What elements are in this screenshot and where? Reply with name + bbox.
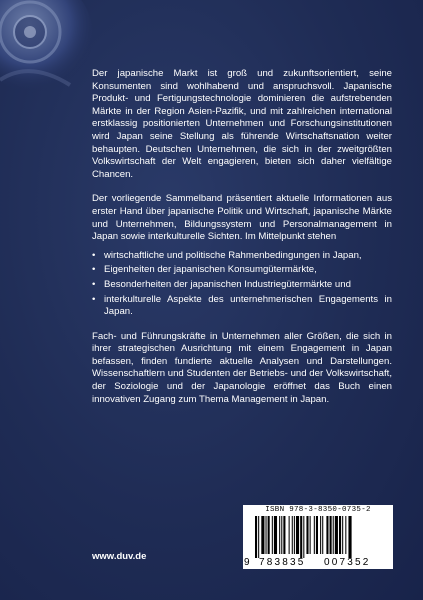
description-text <box>92 68 392 418</box>
barcode-bar <box>342 516 343 554</box>
list-item: • interkulturelle Aspekte des unternehmerischen Engagements in Japan. <box>92 293 392 318</box>
audience-paragraph: Fach- und Führungskräfte in Unternehmen aller Größen, die sich in ihrer strategischen Ausrichtung mit einem Engagement in Japan befassen, finden fundierte aktuelle Analysen und Darstellungen. Wissenschaftlern und Studenten der Betriebs- und der Volkswirtschaft, der Soziologie und der Japanologie eröffnet das Buch einen innovativen Zugang zum Thema Management in Japan. <box>92 330 392 405</box>
list-item: • Besonderheiten der japanischen Industriegütermärkte und <box>92 278 351 290</box>
barcode-bar <box>345 516 346 554</box>
bullet-icon: • <box>92 264 96 276</box>
barcode-bar <box>268 516 270 554</box>
barcode-bar <box>300 516 302 558</box>
barcode-bar <box>306 516 308 554</box>
bullet-icon: • <box>92 293 96 305</box>
barcode-left-digits: 783835 <box>259 557 306 568</box>
barcode-bar <box>279 516 280 554</box>
barcode-bar <box>283 516 285 554</box>
barcode-bar <box>335 516 338 554</box>
content-paragraph: Der vorliegende Sammelband präsentiert aktuelle Informationen aus erster Hand über japanische Politik und Wirtschaft, japanische Märkte und Unternehmen, Bildungssystem und Personalmanagement in Japan sowie interkulturelle Sichten. Im Mittelpunkt stehen <box>92 193 392 243</box>
barcode-bar <box>292 516 293 554</box>
barcode-bar <box>281 516 282 554</box>
bullet-icon: • <box>92 278 96 290</box>
barcode-bar <box>274 516 277 554</box>
barcode-bar <box>314 516 315 554</box>
barcode-bar <box>339 516 341 554</box>
list-item: • wirtschaftliche und politische Rahmenbedingungen in Japan, <box>92 249 362 261</box>
barcode-bar <box>326 516 328 554</box>
barcode-bar <box>258 516 259 558</box>
publisher-url: www.duv.de <box>92 551 147 562</box>
list-item: • Eigenheiten der japanischen Konsumgütermärkte, <box>92 264 317 276</box>
barcode-bars <box>251 516 385 558</box>
barcode-bar <box>333 516 334 554</box>
barcode-bar <box>310 516 311 554</box>
barcode-bar <box>348 516 351 558</box>
barcode-bar <box>322 516 323 554</box>
barcode-bar <box>272 516 273 554</box>
barcode-bar <box>296 516 299 554</box>
barcode-bar <box>330 516 332 554</box>
topic-list <box>92 250 392 319</box>
barcode-first-digit: 9 <box>244 557 250 568</box>
barcode-bar <box>289 516 290 554</box>
barcode-bar <box>261 516 264 554</box>
barcode-bar <box>266 516 267 554</box>
isbn-barcode <box>243 505 393 569</box>
barcode-bar <box>255 516 257 558</box>
barcode-right-digits: 007352 <box>324 557 371 568</box>
decorative-photo-fragment <box>0 0 100 110</box>
barcode-bar <box>294 516 295 554</box>
barcode-bar <box>320 516 321 554</box>
isbn-label: ISBN 978-3-8350-0735-2 <box>265 506 371 514</box>
barcode-bar <box>316 516 318 554</box>
intro-paragraph: Der japanische Markt ist groß und zukunftsorientiert, seine Konsumenten sind wohlhabend und anspruchsvoll. Japanische Produkt- und Fertigungstechnologie dominieren die aufstrebenden Märkte in der Region Asien-Pazifik, und mit zahlreichen international erstklassig positionierten Unternehmen und Forschungsinstitutionen wird Japan seine Stellung als führende Wirtschaftsnation weiter behaupten. Deutschen Unternehmen, die sich in der zweitgrößten Volkswirtschaft der Welt engagieren, bieten sich daher vielfältige Chancen. <box>92 68 392 180</box>
bullet-icon: • <box>92 249 96 261</box>
barcode-bar <box>303 516 304 558</box>
